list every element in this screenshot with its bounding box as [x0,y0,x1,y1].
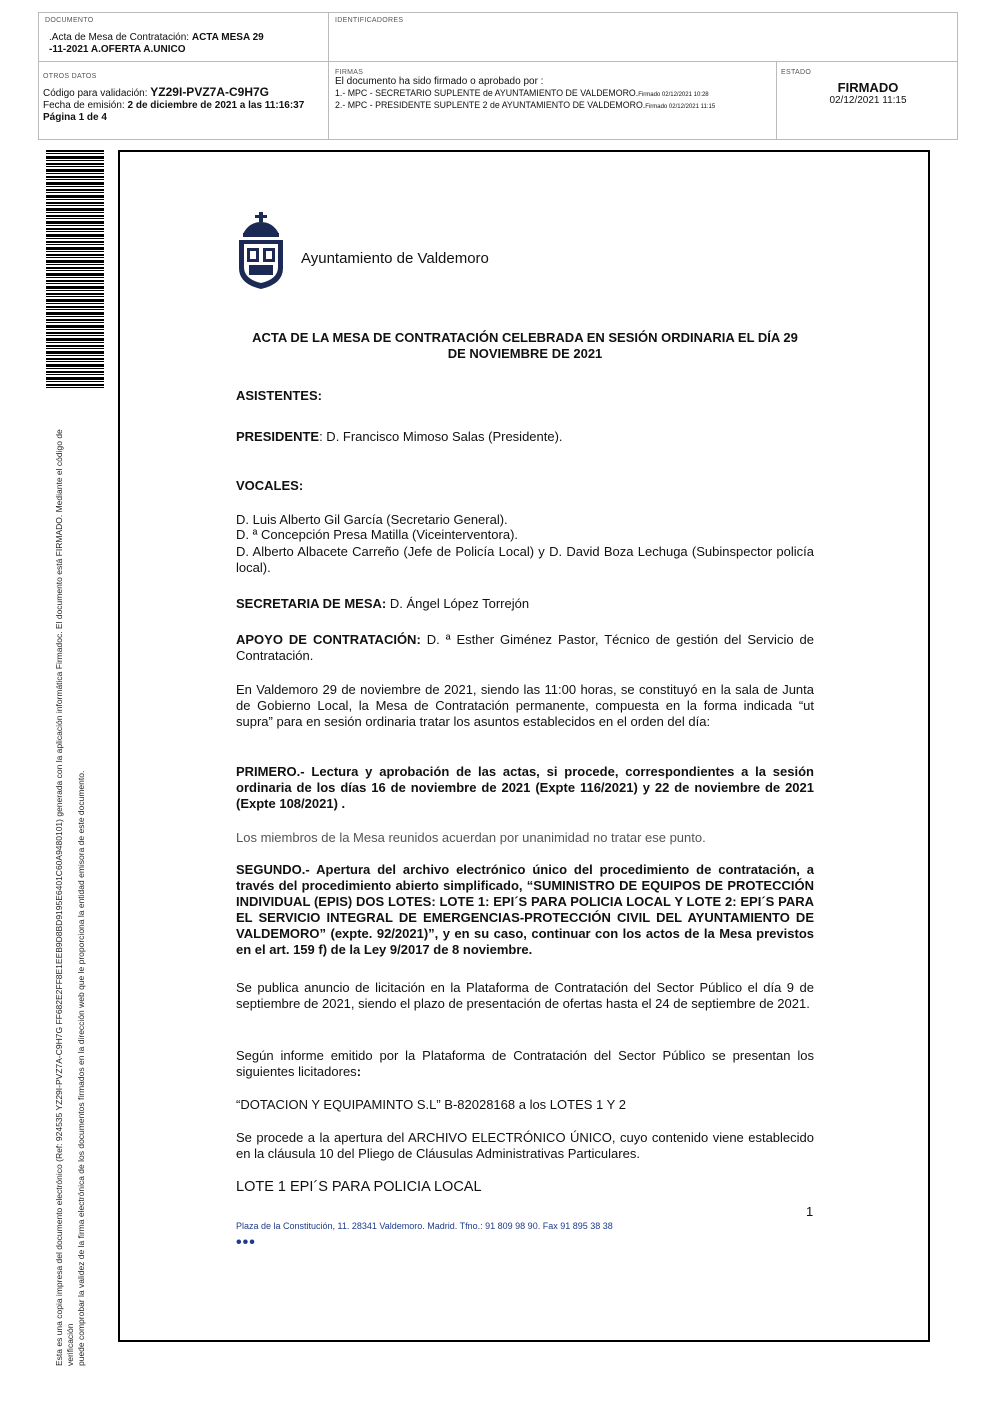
documento-prefix: .Acta de Mesa de Contratación: [49,32,192,43]
estado-label: ESTADO [781,69,812,76]
firma-2: 2.- MPC - PRESIDENTE SUPLENTE 2 de AYUNTAMIENTO DE VALDEMORO. [335,100,646,110]
presidente-line [236,429,814,445]
secretaria-label: SECRETARIA DE MESA: [236,596,387,611]
otros-datos-label: OTROS DATOS [43,73,97,80]
licitador-line: “DOTACION Y EQUIPAMINTO S.L” B-82028168 a los LOTES 1 Y 2 [236,1097,626,1112]
side-line-1: Esta es una copia impresa del documento electrónico (Ref: 924535 YZ29I-PVZ7A-C9H7G FF682E2FF8E1EEB9D8BD9195E6401C60A9480101) generada con la aplicación informática Firmadoc. El documento está FIRMADO. Mediante el código de verificación [54,429,75,1366]
firmas-intro: El documento ha sido firmado o aprobado por : [335,76,544,87]
segun-text: Según informe emitido por la Plataforma de Contratación del Sector Público se presentan los siguientes licitadores [236,1048,814,1079]
firma-1: 1.- MPC - SECRETARIO SUPLENTE de AYUNTAMIENTO DE VALDEMORO. [335,88,639,98]
lote1-heading: LOTE 1 EPI´S PARA POLICIA LOCAL [236,1179,482,1195]
header-box [38,12,958,140]
codigo-prefix: Código para validación: [43,88,151,99]
intro-paragraph: En Valdemoro 29 de noviembre de 2021, siendo las 11:00 horas, se constituyó en la sala de Junta de Gobierno Local, la Mesa de Contratación permanente, compuesta en la forma indicada “ut supra” para en sesión ordinaria tratar los asuntos establecidos en el orden del día: [236,682,814,729]
apertura-paragraph: Se procede a la apertura del ARCHIVO ELECTRÓNICO ÚNICO, cuyo contenido viene establecido en la cláusula 10 del Pliego de Cláusulas Administrativas Particulares. [236,1130,814,1161]
firma-2-date: Firmado 02/12/2021 11:15 [645,104,716,110]
vocales-heading: VOCALES: [236,478,304,493]
estado-cell [781,69,955,106]
documento-cell [45,17,325,56]
barcode [46,150,104,388]
apoyo-text: D. ª Esther Giménez Pastor, Técnico de gestión del Servicio de Contratación. [236,632,814,663]
secretaria-line [236,596,814,612]
footer-address: Plaza de la Constitución, 11. 28341 Valdemoro. Madrid. Tfno.: 91 809 98 90. Fax 91 895 38 38 [236,1221,613,1231]
vocal-3: D. Alberto Albacete Carreño (Jefe de Policía Local) y D. David Boza Lechuga (Subinspector policía local). [236,544,814,575]
footer-dots: ••• [236,1234,256,1251]
documento-line2: -11-2021 A.OFERTA A.UNICO [49,44,186,55]
side-line-2: puede comprobar la validez de la firma electrónica de los documentos firmados en la dirección web que le proporciona la entidad emisora de este documento. [76,770,86,1366]
firma-1-date: Firmado 02/12/2021 10:28 [638,92,709,98]
title-line-1: ACTA DE LA MESA DE CONTRATACIÓN CELEBRADA EN SESIÓN ORDINARIA EL DÍA 29 [252,330,798,345]
fecha-prefix: Fecha de emisión: [43,100,128,111]
otros-datos-cell [43,73,325,124]
apoyo-line [236,632,814,664]
primero-paragraph: PRIMERO.- Lectura y aprobación de las actas, si procede, correspondientes a la sesión ordinaria de los días 16 de noviembre de 2021 (Expte 116/2021) y 22 de noviembre de 2021 (Expte 108/2021) . [236,764,814,811]
segundo-paragraph: SEGUNDO.- Apertura del archivo electrónico único del procedimiento de contratación, a través del procedimiento abierto simplificado, “SUMINISTRO DE EQUIPOS DE PROTECCIÓN INDIVIDUAL (EPIS) DOS LOTES: LOTE 1: EPI´S PARA POLICIA LOCAL Y LOTE 2: EPI´S PARA EL SERVICIO INTEGRAL DE EMERGENCIAS-PROTECCIÓN CIVIL DEL AYUNTAMIENTO DE VALDEMORO” (expte. 92/2021)”, y en su caso, continuar con los actos de la Mesa previstos en el art. 159 f) de la Ley 9/2017 de 8 noviembre. [236,862,814,957]
apoyo-label: APOYO DE CONTRATACIÓN: [236,632,421,647]
presidente-label: PRESIDENTE [236,429,320,444]
vocal-1: D. Luis Alberto Gil García (Secretario General). [236,512,508,527]
vocal-2: D. ª Concepción Presa Matilla (Viceinterventora). [236,527,519,542]
publica-paragraph: Se publica anuncio de licitación en la Plataforma de Contratación del Sector Público el día 9 de septiembre de 2021, siendo el plazo de presentación de ofertas hasta el 24 de septiembre de 2021. [236,980,814,1011]
segun-paragraph [236,1048,814,1080]
estado-date: 02/12/2021 11:15 [829,95,907,106]
firmas-cell [335,69,775,112]
segun-colon: : [356,1064,362,1079]
acta-title [236,330,814,362]
page-number: 1 [806,1204,814,1219]
documento-label: DOCUMENTO [45,17,94,24]
logo-text: Ayuntamiento de Valdemoro [301,250,489,267]
secretaria-text: D. Ángel López Torrejón [386,596,530,611]
firmas-label: FIRMAS [335,69,364,76]
fecha-emision: 2 de diciembre de 2021 a las 11:16:37 [127,100,305,111]
presidente-text: : D. Francisco Mimoso Salas (Presidente). [319,429,563,444]
pagina: Página 1 de 4 [43,112,107,123]
title-line-2: DE NOVIEMBRE DE 2021 [447,346,603,361]
side-verification-text [54,396,87,1366]
estado-value: FIRMADO [837,80,899,95]
documento-name: ACTA MESA 29 [191,32,264,43]
codigo-validacion: YZ29I-PVZ7A-C9H7G [150,85,269,99]
primero-response: Los miembros de la Mesa reunidos acuerdan por unanimidad no tratar ese punto. [236,830,706,845]
ayuntamiento-crest-icon [235,212,287,290]
document-page [118,150,930,1342]
identificadores-cell [335,17,403,24]
asistentes-heading: ASISTENTES: [236,388,322,403]
identificadores-label: IDENTIFICADORES [335,17,404,24]
